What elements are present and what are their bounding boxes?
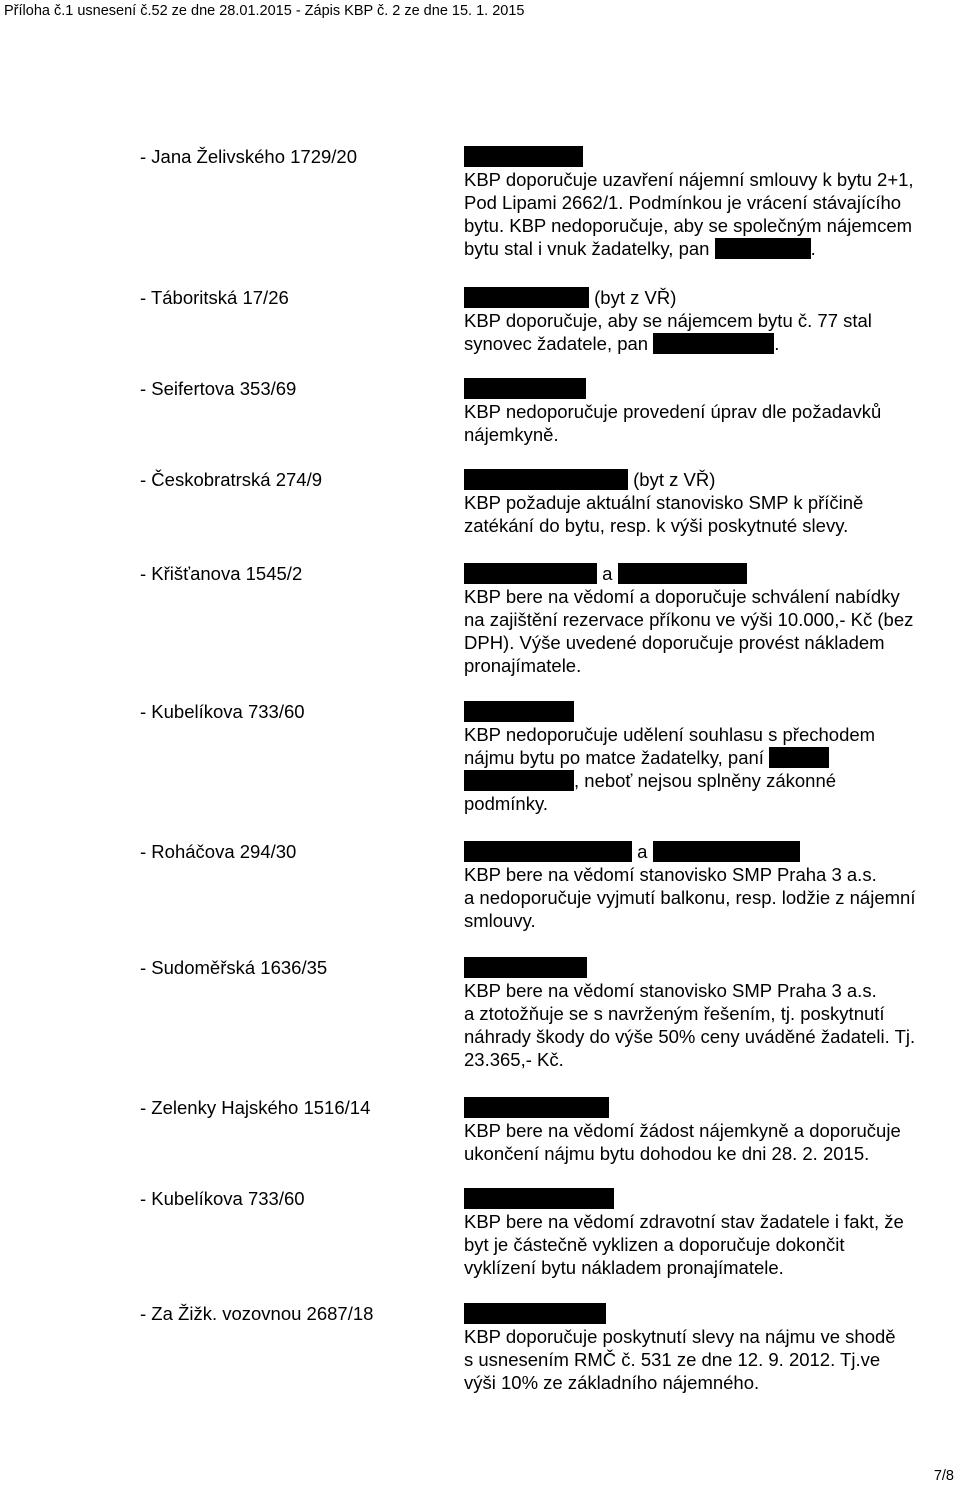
decision-line — [464, 792, 958, 815]
decision-line — [464, 746, 958, 769]
redacted-applicant — [464, 563, 597, 584]
committee-decision — [464, 562, 958, 677]
applicant-line — [464, 562, 958, 585]
committee-decision — [464, 286, 958, 355]
decision-line — [464, 237, 958, 260]
decision-line — [464, 332, 958, 355]
decision-line — [464, 1142, 958, 1165]
decision-line — [464, 1025, 958, 1048]
property-address: - Jana Želivského 1729/20 — [140, 146, 357, 167]
redacted-applicant — [464, 1097, 609, 1118]
decision-line — [464, 585, 958, 608]
committee-decision — [464, 377, 958, 446]
decision-line — [464, 491, 958, 514]
applicant-line — [464, 1187, 958, 1210]
decision-text: ukončení nájmu bytu dohodou ke dni 28. 2. 2015. — [464, 1143, 870, 1164]
decision-text: pronajímatele. — [464, 655, 582, 676]
decision-text: bytu. KBP nedoporučuje, aby se společným nájemcem — [464, 215, 913, 236]
decision-line — [464, 309, 958, 332]
applicant-line — [464, 700, 958, 723]
redacted-applicant — [464, 1303, 606, 1324]
page-number: 7/8 — [933, 1468, 954, 1484]
decision-line — [464, 191, 958, 214]
decision-text: výši 10% ze základního nájemného. — [464, 1372, 760, 1393]
decision-text: podmínky. — [464, 793, 548, 814]
decision-line — [464, 1348, 958, 1371]
applicant-line — [464, 468, 958, 491]
property-address: - Kubelíkova 733/60 — [140, 1188, 305, 1209]
decision-line — [464, 423, 958, 446]
committee-decision — [464, 1302, 958, 1394]
decision-line — [464, 1002, 958, 1025]
redacted-applicant — [464, 146, 583, 167]
redacted-name — [715, 238, 811, 259]
decision-text: DPH). Výše uvedené doporučuje provést nákladem — [464, 632, 885, 653]
decision-text: náhrady škody do výše 50% ceny uváděné žadateli. Tj. — [464, 1026, 916, 1047]
decision-text: byt je částečně vyklizen a doporučuje dokončit — [464, 1234, 845, 1255]
decision-line — [464, 886, 958, 909]
decision-line — [464, 1325, 958, 1348]
decision-line — [464, 1256, 958, 1279]
decision-text: KBP nedoporučuje udělení souhlasu s přechodem — [464, 724, 876, 745]
committee-decision — [464, 1187, 958, 1279]
decision-line — [464, 608, 958, 631]
decision-text: bytu stal i vnuk žadatelky, pan — [464, 238, 710, 259]
decision-text: KBP doporučuje uzavření nájemní smlouvy k bytu 2+1, — [464, 169, 914, 190]
decision-text: synovec žadatele, pan — [464, 333, 649, 354]
decision-line — [464, 723, 958, 746]
property-address: - Za Žižk. vozovnou 2687/18 — [140, 1303, 374, 1324]
decision-text: KBP bere na vědomí žádost nájemkyně a doporučuje — [464, 1120, 901, 1141]
property-address: - Sudoměřská 1636/35 — [140, 957, 328, 978]
committee-decision — [464, 840, 958, 932]
decision-text: zatékání do bytu, resp. k výši poskytnuté slevy. — [464, 515, 849, 536]
property-address: - Seifertova 353/69 — [140, 378, 297, 399]
redacted-applicant — [464, 957, 587, 978]
decision-text: nájmu bytu po matce žadatelky, paní — [464, 747, 764, 768]
applicant-line — [464, 286, 958, 309]
decision-text: , neboť nejsou splněny zákonné — [574, 770, 837, 791]
decision-text: vyklízení bytu nákladem pronajímatele. — [464, 1257, 784, 1278]
property-address: - Kubelíkova 733/60 — [140, 701, 305, 722]
redacted-applicant — [653, 841, 800, 862]
decision-text: KBP bere na vědomí zdravotní stav žadatele i fakt, že — [464, 1211, 904, 1232]
redacted-applicant — [464, 469, 628, 490]
decision-line — [464, 1371, 958, 1394]
decision-text: nájemkyně. — [464, 424, 559, 445]
decision-text: KBP bere na vědomí stanovisko SMP Praha 3 a.s. — [464, 980, 877, 1001]
committee-decision — [464, 468, 958, 537]
decision-line — [464, 400, 958, 423]
decision-line — [464, 863, 958, 886]
decision-text: KBP doporučuje poskytnutí slevy na nájmu ve shodě — [464, 1326, 896, 1347]
decision-line — [464, 654, 958, 677]
decision-line — [464, 1119, 958, 1142]
property-address: - Křišťanova 1545/2 — [140, 563, 303, 584]
applicant-line — [464, 145, 958, 168]
decision-text: a nedoporučuje vyjmutí balkonu, resp. lodžie z nájemní — [464, 887, 916, 908]
applicant-note: (byt z VŘ) — [633, 469, 716, 490]
decision-text: KBP bere na vědomí stanovisko SMP Praha 3 a.s. — [464, 864, 877, 885]
property-address: - Roháčova 294/30 — [140, 841, 297, 862]
decision-line — [464, 168, 958, 191]
decision-text: KBP doporučuje, aby se nájemcem bytu č. 77 stal — [464, 310, 872, 331]
redacted-applicant — [464, 701, 574, 722]
applicant-line — [464, 840, 958, 863]
decision-text: s usnesením RMČ č. 531 ze dne 12. 9. 2012. Tj.ve — [464, 1349, 881, 1370]
redacted-name — [464, 770, 574, 791]
decision-text: KBP nedoporučuje provedení úprav dle požadavků — [464, 401, 882, 422]
decision-text: KBP požaduje aktuální stanovisko SMP k příčině — [464, 492, 864, 513]
property-address: - Táboritská 17/26 — [140, 287, 289, 308]
redacted-applicant — [464, 287, 589, 308]
applicant-line — [464, 956, 958, 979]
decision-text: KBP bere na vědomí a doporučuje schválení nabídky — [464, 586, 900, 607]
redacted-name — [653, 333, 774, 354]
decision-text: Pod Lipami 2662/1. Podmínkou je vrácení stávajícího — [464, 192, 902, 213]
redacted-applicant — [464, 841, 632, 862]
property-address: - Zelenky Hajského 1516/14 — [140, 1097, 371, 1118]
decision-line — [464, 1210, 958, 1233]
decision-text: . — [774, 333, 780, 354]
decision-text: smlouvy. — [464, 910, 536, 931]
decision-text: na zajištění rezervace příkonu ve výši 10.000,- Kč (bez — [464, 609, 914, 630]
document-header: Příloha č.1 usnesení č.52 ze dne 28.01.2015 - Zápis KBP č. 2 ze dne 15. 1. 2015 — [4, 3, 525, 19]
committee-decision — [464, 956, 958, 1071]
decision-line — [464, 214, 958, 237]
applicant-line — [464, 1096, 958, 1119]
decision-line — [464, 909, 958, 932]
applicant-line — [464, 1302, 958, 1325]
applicant-note: (byt z VŘ) — [594, 287, 677, 308]
conjunction: a — [602, 563, 613, 584]
redacted-applicant — [618, 563, 747, 584]
redacted-applicant — [464, 1188, 614, 1209]
decision-text: . — [810, 238, 816, 259]
committee-decision — [464, 145, 958, 260]
redacted-applicant — [464, 378, 586, 399]
decision-text: 23.365,- Kč. — [464, 1049, 564, 1070]
decision-line — [464, 631, 958, 654]
decision-line — [464, 1233, 958, 1256]
decision-line — [464, 979, 958, 1002]
decision-line — [464, 769, 958, 792]
decision-line — [464, 1048, 958, 1071]
property-address: - Českobratrská 274/9 — [140, 469, 323, 490]
decision-text: a ztotožňuje se s navrženým řešením, tj. poskytnutí — [464, 1003, 885, 1024]
committee-decision — [464, 1096, 958, 1165]
committee-decision — [464, 700, 958, 815]
decision-line — [464, 514, 958, 537]
conjunction: a — [637, 841, 648, 862]
applicant-line — [464, 377, 958, 400]
redacted-name — [769, 747, 829, 768]
